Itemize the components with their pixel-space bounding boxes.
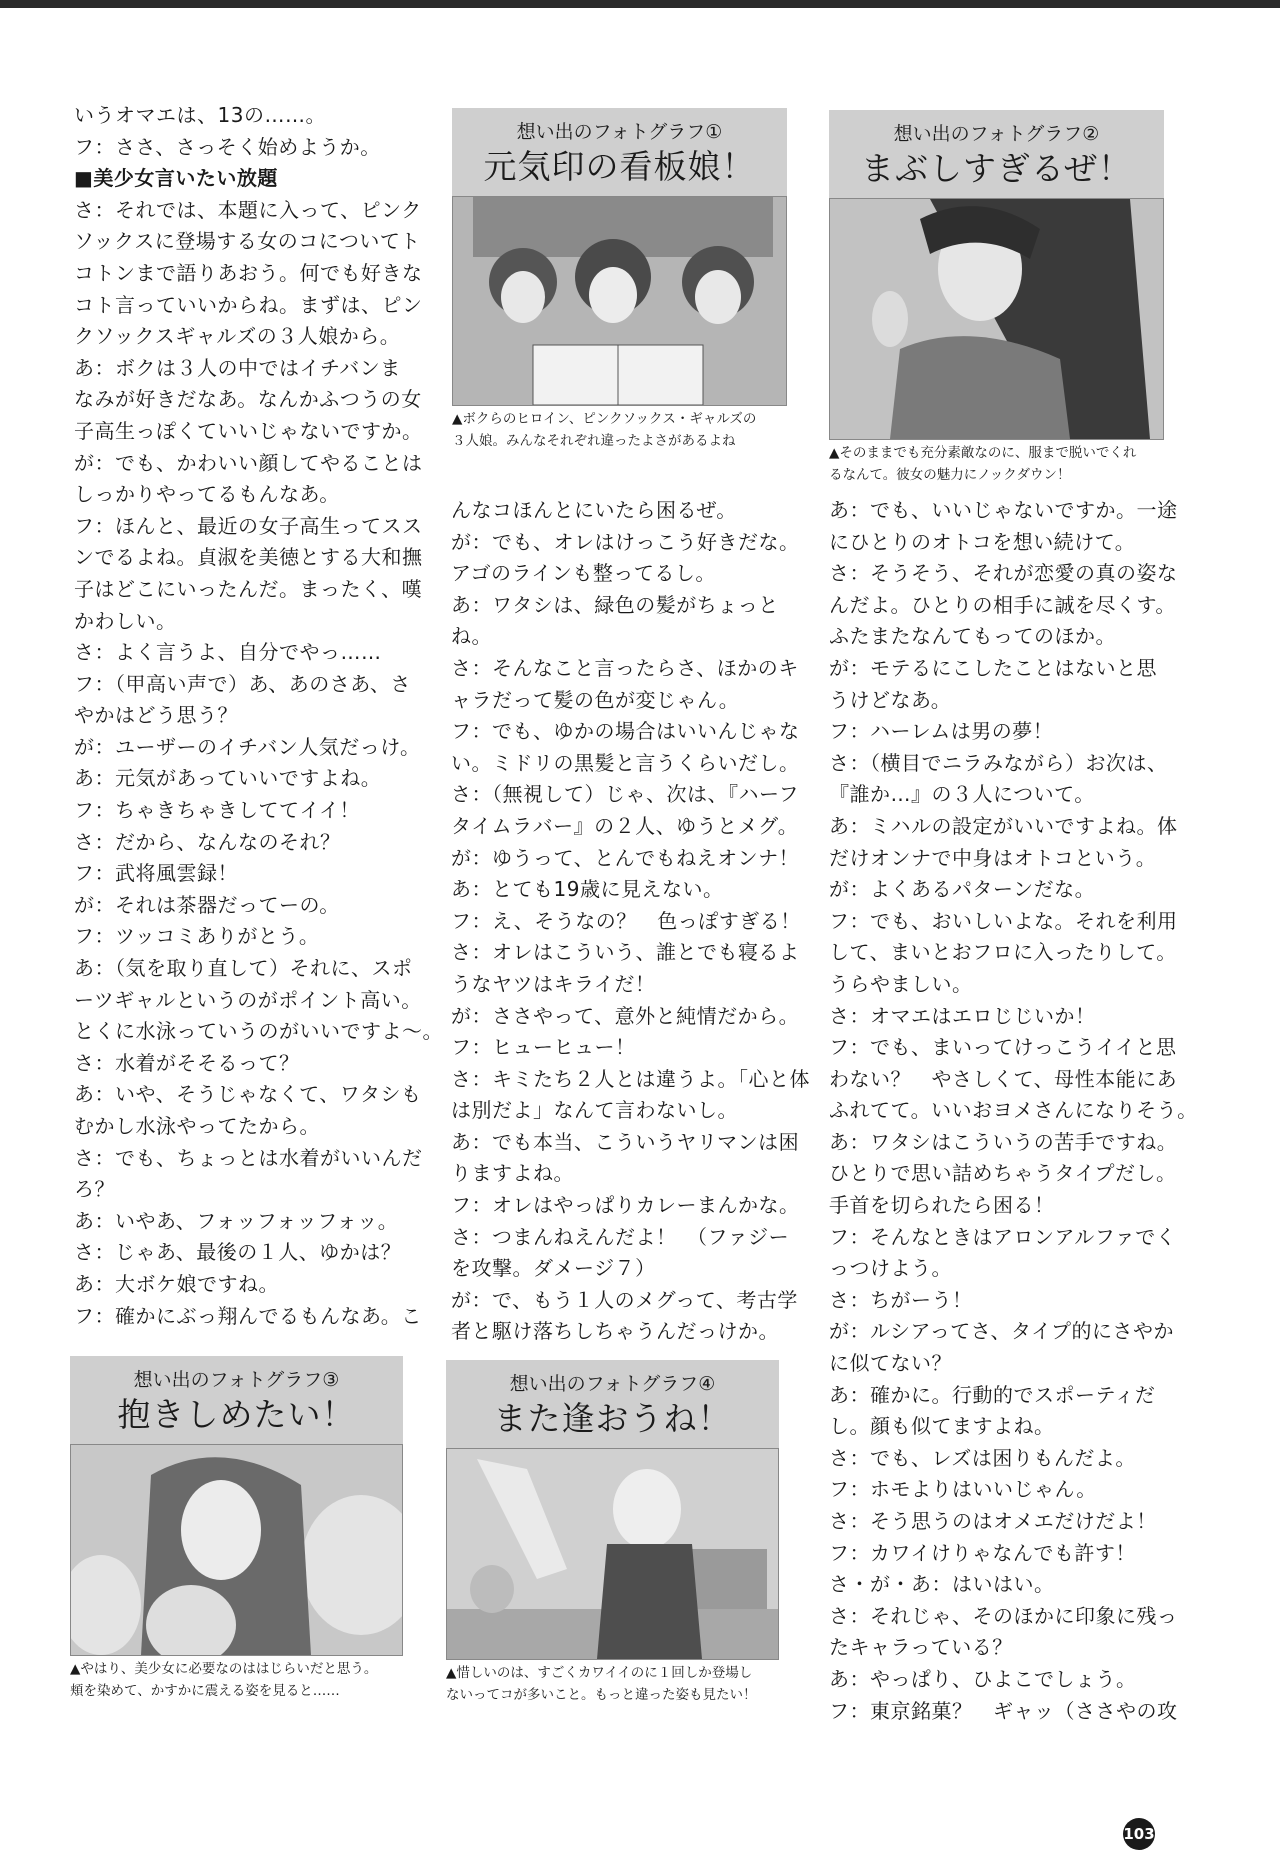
text-line: あ：ボクは３人の中ではイチバンま [74,355,401,380]
text-line: フ：え、そうなの？ 色っぽすぎる！ [451,908,801,933]
text-line: フ：ハーレムは男の夢！ [829,719,1054,744]
text-line: フ：確かにぶっ翔んでるもんなあ。こ [74,1303,422,1328]
text-line: フ：カワイけりゃなんでも許す！ [829,1540,1136,1565]
text-line: さ：（横目でニラみながら）お次は、 [829,750,1168,775]
text-line: っつけよう。 [829,1256,952,1281]
photo-box-2-title: まぶしすぎるぜ！ [860,149,1132,188]
text-line: さ：オマエはエロじじいか！ [829,1003,1096,1028]
text-line: あ：元気があっていいですよね。 [74,766,382,791]
text-line: とくに水泳っていうのがいいですよ～。 [74,1019,443,1044]
text-line: たキャラっている？ [829,1635,1013,1660]
text-line: フ：でも、まいってけっこうイイと思 [829,1035,1177,1060]
text-line: は別だよ」なんて言わないし。 [451,1098,738,1123]
text-line: わない？ やさしくて、母性本能にあ [829,1066,1178,1091]
text-line: が：ささやって、意外と純情だから。 [451,1003,800,1028]
photo-4-caption-line-1: ▲惜しいのは、すごくカワイイのに１回しか登場し [446,1665,753,1681]
text-line: やかはどう思う？ [74,703,238,728]
text-line: さ：そうそう、それが恋愛の真の姿な [829,561,1178,586]
text-line: あ：ミハルの設定がいいですよね。体 [829,813,1178,838]
text-line: 『誰か…』の３人について。 [829,782,1095,807]
text-column-left [74,100,443,1332]
text-line: なみが好きだなあ。なんかふつうの女 [74,387,422,412]
text-line: あ：いやあ、フォッフォッフォッ。 [74,1208,399,1233]
text-line: さ：そんなこと言ったらさ、ほかのキ [451,655,799,680]
text-line: さ：よく言うよ、自分でやっ…… [74,640,382,665]
text-line: うらやましい。 [829,971,973,996]
text-line: コトンまで語りあおう。何でも好きな [74,260,423,285]
text-line: ンでるよね。貞淑を美徳とする大和撫 [74,545,423,570]
photo-1-caption-line-2: ３人娘。みんなそれぞれ違ったよさがあるよね [452,433,736,449]
text-line: ひとりで思い詰めちゃうタイプだし。 [829,1161,1177,1186]
text-line: あ：ワタシは、緑色の髪がちょっと [451,592,779,617]
text-line: さ：それじゃ、そのほかに印象に残っ [829,1603,1178,1628]
photo-box-3 [70,1356,403,1702]
photo-box-3-title: 抱きしめたい！ [117,1395,356,1434]
text-line: アゴのラインも整ってるし。 [451,561,716,586]
page-number: 103 [1123,1818,1155,1850]
text-line: に似てない？ [829,1351,952,1376]
text-line: フ：ヒューヒュー！ [451,1035,636,1060]
text-line: フ：そんなときはアロンアルファでく [829,1224,1177,1249]
text-line: さ：そう思うのはオメエだけだよ！ [829,1509,1157,1533]
photo-box-1-title: 元気印の看板娘！ [483,147,756,186]
text-line: かわしい。 [74,608,177,633]
text-line: いうオマエは、13の……。 [74,103,326,127]
text-line: しっかりやってるもんなあ。 [74,482,340,507]
text-line: さ・が・あ：はいはい。 [829,1572,1055,1597]
text-line: うけどなあ。 [829,687,952,712]
text-line: 者と駆け落ちしちゃうんだっけか。 [451,1319,779,1344]
text-line: が：で、もう１人のメグって、考古学 [451,1287,798,1312]
text-line: りますよね。 [451,1161,574,1186]
text-line: さ：キミたち２人とは違うよ。「心と体 [451,1066,810,1091]
text-line: さ：オレはこういう、誰とでも寝るよ [451,940,800,965]
photo-4-image [446,1448,779,1660]
text-line: 子高生っぽくていいじゃないですか。 [74,418,423,443]
text-line: あ：いや、そうじゃなくて、ワタシも [74,1082,422,1107]
text-line: を攻撃。ダメージ７） [451,1256,656,1281]
text-line: さ：だから、なんなのそれ？ [74,829,341,854]
text-line: ャラだって髪の色が変じゃん。 [451,687,740,712]
photo-box-4 [446,1360,779,1706]
text-line: フ：ツッコミありがとう。 [74,924,320,949]
text-line: ふたまたなんてもってのほか。 [829,624,1116,649]
text-line: フ：ホモよりはいいじゃん。 [829,1477,1097,1502]
photo-2-caption-line-1: ▲そのままでも充分素敵なのに、服まで脱いでくれ [829,445,1137,461]
text-line: さ：でも、レズは困りもんだよ。 [829,1445,1136,1470]
text-line: さ：じゃあ、最後の１人、ゆかは？ [74,1240,402,1265]
text-line: さ：ちがーう！ [829,1287,973,1312]
photo-box-1 [452,108,787,452]
photo-box-2-header [829,110,1164,198]
photo-4-caption-line-2: ないってコが多いこと。もっと違った姿も見たい！ [446,1687,757,1703]
text-line: フ：（甲高い声で）あ、あのさあ、さ [74,671,411,696]
text-line: フ：ささ、さっそく始めようか。 [74,134,381,159]
photo-box-1-header [452,108,787,196]
text-line: フ：オレはやっぱりカレーまんかな。 [451,1193,800,1218]
text-line: フ：でも、ゆかの場合はいいんじゃな [451,719,800,744]
photo-2-caption-line-2: るなんて。彼女の魅力にノックダウン！ [829,467,1071,483]
text-line: フ：東京銘菓？ ギャッ（ささやの攻 [829,1698,1178,1723]
text-line: むかし水泳やってたから。 [74,1114,320,1138]
text-line: フ：でも、おいしいよな。それを利用 [829,908,1178,933]
text-line: が：よくあるパターンだな。 [829,877,1096,902]
photo-box-4-header [446,1360,779,1448]
photo-box-4-title: また逢おうね！ [493,1399,732,1438]
text-line: さ：つまんねえんだよ！ （ファジー [451,1224,790,1249]
text-line: にひとりのオトコを想い続けて。 [829,529,1136,554]
text-column-right [829,495,1198,1727]
text-line: あ：でも本当、こういうヤリマンは困 [451,1129,800,1154]
photo-box-4-subtitle: 想い出のフォトグラフ④ [509,1373,716,1395]
text-line: ーツギャルというのがポイント高い。 [74,987,422,1012]
text-line: フ：武将風雲録！ [74,861,238,886]
text-line: あ：とても19歳に見えない。 [451,877,724,902]
text-line: が：ユーザーのイチバン人気だっけ。 [74,734,421,759]
text-line: あ：確かに。行動的でスポーティだ [829,1382,1156,1407]
photo-box-1-subtitle: 想い出のフォトグラフ① [516,121,723,143]
text-line: し。顔も似てますよね。 [829,1414,1055,1439]
photo-1-image [452,196,787,406]
text-line: タイムラバー』の２人、ゆうとメグ。 [451,813,799,838]
text-line: ね。 [451,624,492,649]
text-line: が：でも、オレはけっこう好きだな。 [451,529,800,554]
text-line: 子はどこにいったんだ。まったく、嘆 [74,576,423,601]
text-line: が：ルシアってさ、タイプ的にさやか [829,1319,1174,1344]
photo-3-caption-line-1: ▲やはり、美少女に必要なのははじらいだと思う。 [70,1661,378,1677]
text-line: あ：大ボケ娘ですね。 [74,1271,279,1296]
text-line: が：モテるにこしたことはないと思 [829,655,1157,680]
photo-2-image [829,198,1164,440]
text-line: うなヤツはキライだ！ [451,971,656,996]
text-line: だけオンナで中身はオトコという。 [829,845,1157,870]
text-line: フ：ほんと、最近の女子高生ってスス [74,513,423,538]
photo-box-2 [829,110,1164,486]
photo-3-image [70,1444,403,1656]
text-line: んだよ。ひとりの相手に誠を尽くす。 [829,592,1176,617]
text-line: あ：ワタシはこういうの苦手ですね。 [829,1129,1178,1154]
text-line: が：ゆうって、とんでもねえオンナ！ [451,845,800,870]
text-line: フ：ちゃきちゃきしててイイ！ [74,798,360,823]
text-line: ふれてて。いいおヨメさんになりそう。 [829,1098,1198,1123]
text-line: ■美少女言いたい放題 [74,166,278,191]
text-line: クソックスギャルズの３人娘から。 [74,324,401,349]
text-line: さ：水着がそそるって？ [74,1050,300,1075]
text-line: して、まいとおフロに入ったりして。 [829,940,1177,965]
photo-box-3-subtitle: 想い出のフォトグラフ③ [133,1369,340,1391]
text-line: ソックスに登場する女のコについてト [74,229,421,254]
text-line: さ：でも、ちょっとは水着がいいんだ [74,1145,423,1170]
text-line: が：でも、かわいい顔してやることは [74,450,423,475]
text-line: さ：（無視して）じゃ、次は、『ハーフ [451,782,799,807]
text-line: 手首を切られたら困る！ [829,1193,1055,1218]
text-line: んなコほんとにいたら困るぜ。 [451,498,737,522]
text-line: あ：やっぱり、ひよこでしょう。 [829,1666,1137,1691]
text-line: コト言っていいからね。まずは、ピン [74,292,423,317]
text-line: が：それは茶器だってーの。 [74,892,340,917]
photo-1-caption-line-1: ▲ボクらのヒロイン、ピンクソックス・ギャルズの [452,411,757,427]
text-line: あ：（気を取り直して）それに、スポ [74,956,413,981]
text-line: さ：それでは、本題に入って、ピンク [74,197,422,222]
text-line: ろ？ [74,1177,115,1202]
text-line: あ：でも、いいじゃないですか。一途 [829,498,1178,522]
photo-box-3-header [70,1356,403,1444]
top-border [0,0,1280,8]
photo-box-2-subtitle: 想い出のフォトグラフ② [893,123,1100,145]
text-line: い。ミドリの黒髪と言うくらいだし。 [451,750,800,775]
photo-3-caption-line-2: 頬を染めて、かすかに震える姿を見ると…… [70,1683,340,1699]
text-column-middle [451,495,810,1348]
